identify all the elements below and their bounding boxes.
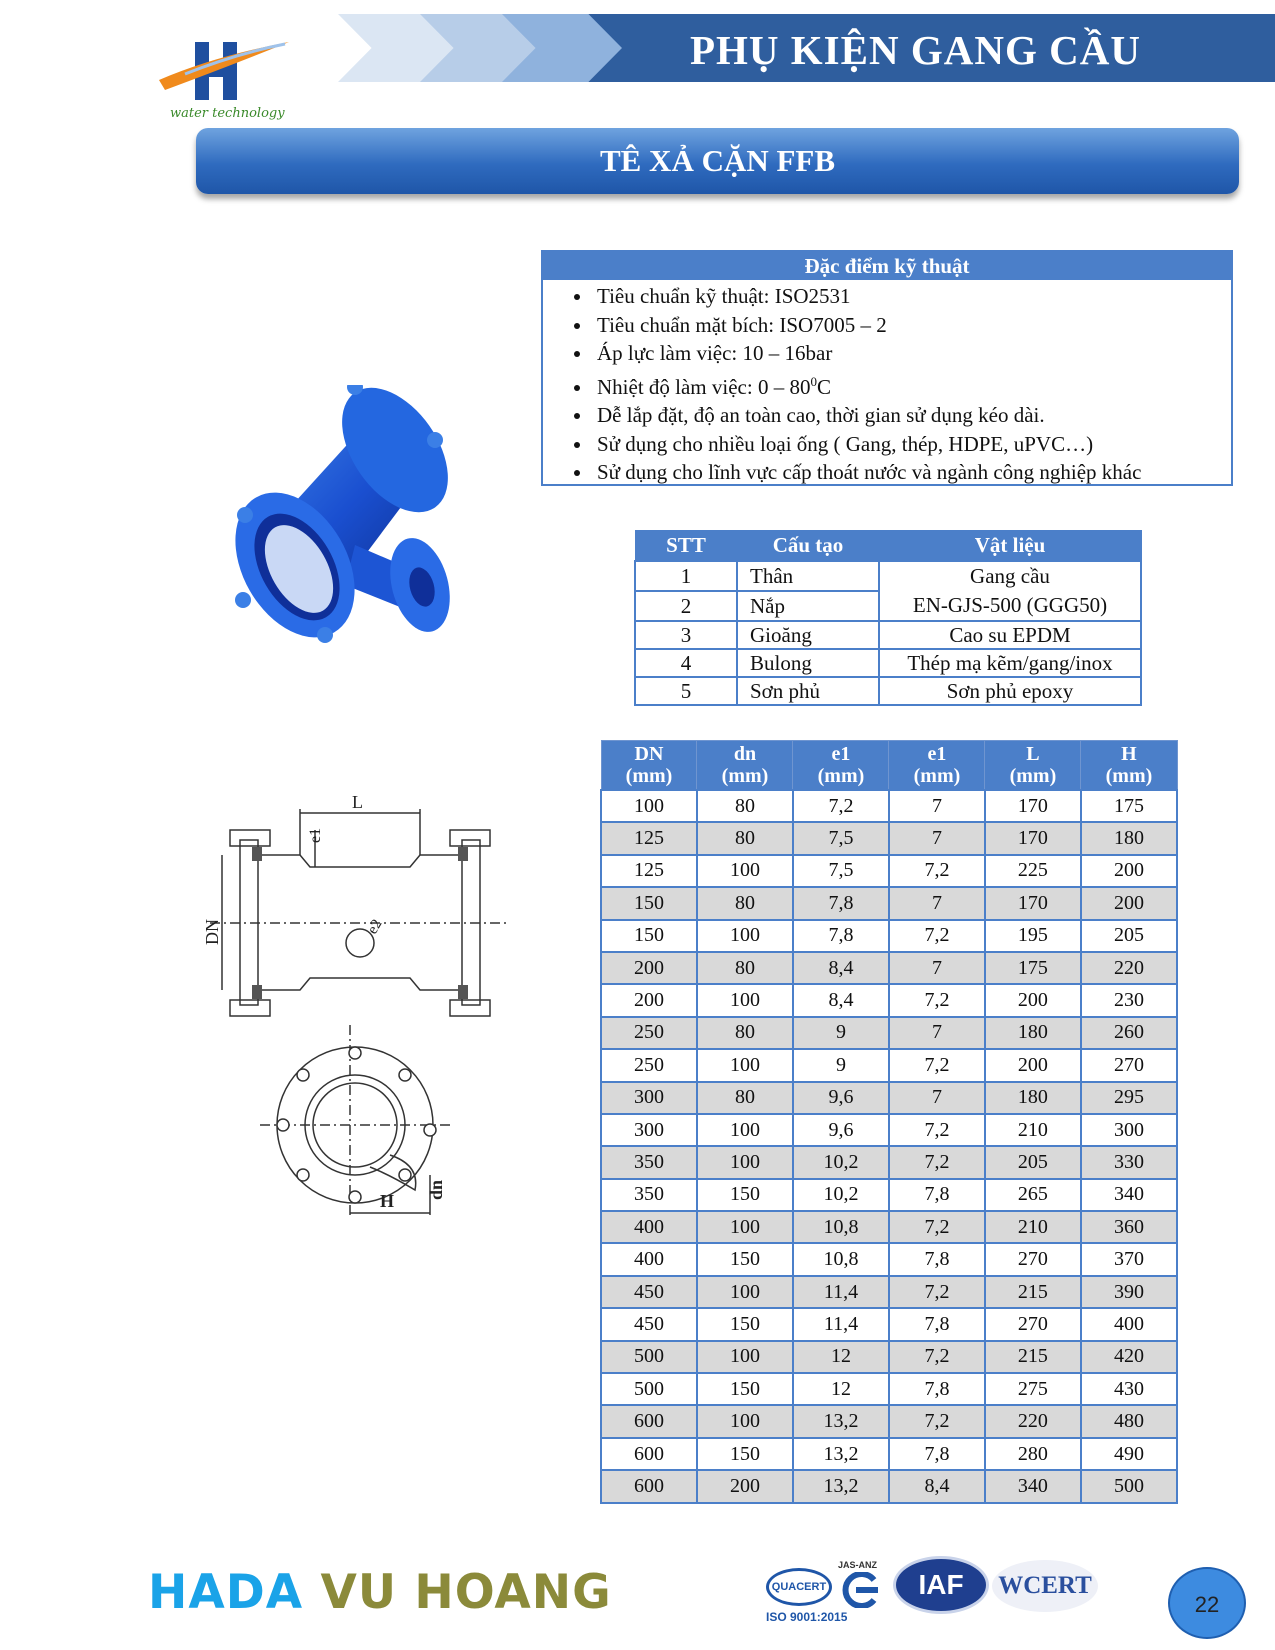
- dimension-header-cell: [1081, 741, 1177, 791]
- dimension-cell: 195: [985, 920, 1081, 952]
- table-row: [635, 649, 1141, 677]
- dimension-cell: 490: [1081, 1438, 1177, 1470]
- table-row: [635, 561, 1141, 591]
- table-row: [601, 1308, 1177, 1340]
- quacert-logo-icon: [766, 1568, 832, 1606]
- dimension-cell: 150: [697, 1308, 793, 1340]
- dimension-cell: 170: [985, 790, 1081, 822]
- dimension-cell: 100: [697, 1276, 793, 1308]
- dimension-cell: 200: [985, 1049, 1081, 1081]
- dimension-cell: 180: [1081, 822, 1177, 854]
- dimension-header-unit: (mm): [1105, 765, 1153, 787]
- table-row: [601, 1405, 1177, 1437]
- dimension-cell: 175: [1081, 790, 1177, 822]
- label-H: H: [380, 1191, 395, 1211]
- spec-item: • Sử dụng cho lĩnh vực cấp thoát nước và ngành công nghiệp khác: [593, 458, 1231, 487]
- jasanz-logo-icon: [836, 1572, 882, 1608]
- dimension-cell: 450: [601, 1308, 697, 1340]
- dimension-cell: 340: [985, 1470, 1081, 1502]
- dimension-cell: 180: [985, 1017, 1081, 1049]
- specs-box: [541, 250, 1233, 486]
- dimension-cell: 10,2: [793, 1146, 889, 1178]
- dimension-cell: 7,5: [793, 855, 889, 887]
- dimension-cell: 12: [793, 1341, 889, 1373]
- dimension-cell: 500: [601, 1373, 697, 1405]
- material-table: [634, 530, 1142, 706]
- cell-part: Nắp: [737, 591, 879, 621]
- table-row: [601, 887, 1177, 919]
- dimension-cell: 7: [889, 790, 985, 822]
- dimension-cell: 250: [601, 1017, 697, 1049]
- dimension-cell: 7,8: [889, 1179, 985, 1211]
- dimension-cell: 7,5: [793, 822, 889, 854]
- dimension-cell: 600: [601, 1470, 697, 1502]
- company-logo-icon: [155, 34, 295, 106]
- table-row: [601, 1114, 1177, 1146]
- dimension-cell: 170: [985, 822, 1081, 854]
- label-L: L: [352, 795, 363, 812]
- dimension-cell: 80: [697, 887, 793, 919]
- dimension-cell: 11,4: [793, 1276, 889, 1308]
- dimension-cell: 7,2: [889, 1211, 985, 1243]
- dimension-header-name: DN: [634, 743, 664, 765]
- dimension-cell: 200: [1081, 855, 1177, 887]
- dimension-header-unit: (mm): [1009, 765, 1057, 787]
- dimension-cell: 300: [601, 1082, 697, 1114]
- cell-material: Thép mạ kẽm/gang/inox: [879, 649, 1141, 677]
- table-row: [601, 1211, 1177, 1243]
- dimension-cell: 7,2: [889, 1049, 985, 1081]
- label-e1: e1: [307, 827, 324, 843]
- dimension-cell: 100: [601, 790, 697, 822]
- dimension-cell: 350: [601, 1146, 697, 1178]
- dimension-cell: 400: [1081, 1308, 1177, 1340]
- dimension-cell: 205: [1081, 920, 1177, 952]
- temp-superscript: 0: [810, 373, 817, 389]
- dimension-header-cell: [793, 741, 889, 791]
- table-row: [601, 822, 1177, 854]
- dimension-header-cell: [985, 741, 1081, 791]
- dimension-cell: 340: [1081, 1179, 1177, 1211]
- dimension-cell: 13,2: [793, 1405, 889, 1437]
- table-row: [635, 677, 1141, 705]
- dimension-cell: 8,4: [793, 984, 889, 1016]
- dimension-cell: 100: [697, 1049, 793, 1081]
- dimension-cell: 13,2: [793, 1438, 889, 1470]
- table-row: [601, 1373, 1177, 1405]
- table-row: [601, 1146, 1177, 1178]
- table-row: [601, 1243, 1177, 1275]
- dimension-cell: 9: [793, 1017, 889, 1049]
- spec-item: • Dễ lắp đặt, độ an toàn cao, thời gian sử dụng kéo dài.: [593, 401, 1231, 430]
- dimension-cell: 7: [889, 822, 985, 854]
- dimension-header-name: H: [1121, 743, 1137, 765]
- table-row: [601, 1470, 1177, 1502]
- dimension-cell: 500: [1081, 1470, 1177, 1502]
- dimension-cell: 125: [601, 855, 697, 887]
- dimension-cell: 200: [697, 1470, 793, 1502]
- dimension-cell: 10,8: [793, 1243, 889, 1275]
- dimension-cell: 330: [1081, 1146, 1177, 1178]
- dimension-cell: 600: [601, 1438, 697, 1470]
- dimension-cell: 200: [985, 984, 1081, 1016]
- spec-item: • Tiêu chuẩn kỹ thuật: ISO2531: [593, 282, 1231, 311]
- dimension-cell: 430: [1081, 1373, 1177, 1405]
- dimension-cell: 230: [1081, 984, 1177, 1016]
- dimension-table-header: [601, 741, 1177, 791]
- dimension-cell: 500: [601, 1341, 697, 1373]
- dimension-cell: 210: [985, 1114, 1081, 1146]
- dimension-cell: 390: [1081, 1276, 1177, 1308]
- cell-stt: 2: [635, 591, 737, 621]
- table-row: [601, 1049, 1177, 1081]
- dimension-cell: 7,8: [889, 1373, 985, 1405]
- table-row: [601, 1438, 1177, 1470]
- dimension-cell: 80: [697, 822, 793, 854]
- specs-heading: Đặc điểm kỹ thuật: [543, 252, 1231, 280]
- dimension-cell: 200: [601, 984, 697, 1016]
- dimension-cell: 7,2: [889, 1276, 985, 1308]
- dimension-cell: 7,8: [793, 920, 889, 952]
- iaf-name: IAF: [918, 1569, 964, 1600]
- table-row: [601, 790, 1177, 822]
- dimension-cell: 150: [697, 1438, 793, 1470]
- cell-part: Gioăng: [737, 621, 879, 649]
- cell-stt: 5: [635, 677, 737, 705]
- dimension-cell: 9,6: [793, 1114, 889, 1146]
- dimension-cell: 100: [697, 1211, 793, 1243]
- dimension-header-name: L: [1026, 743, 1040, 765]
- dimension-cell: 260: [1081, 1017, 1177, 1049]
- dimension-cell: 7,8: [889, 1308, 985, 1340]
- table-row: [635, 621, 1141, 649]
- cell-stt: 3: [635, 621, 737, 649]
- dimension-cell: 80: [697, 790, 793, 822]
- dimension-cell: 450: [601, 1276, 697, 1308]
- dimension-cell: 7: [889, 1017, 985, 1049]
- dimension-header-cell: [889, 741, 985, 791]
- dimension-header-unit: (mm): [817, 765, 865, 787]
- dimension-cell: 125: [601, 822, 697, 854]
- dimension-table: [600, 740, 1178, 1504]
- dimension-cell: 420: [1081, 1341, 1177, 1373]
- dimension-cell: 100: [697, 1146, 793, 1178]
- iaf-logo-icon: [893, 1556, 989, 1614]
- dimension-cell: 80: [697, 952, 793, 984]
- dimension-cell: 280: [985, 1438, 1081, 1470]
- dimension-cell: 270: [1081, 1049, 1177, 1081]
- table-row: [601, 1179, 1177, 1211]
- dimension-header-name: e1: [927, 743, 947, 765]
- dimension-cell: 11,4: [793, 1308, 889, 1340]
- dimension-cell: 7,8: [793, 887, 889, 919]
- spec-item: [593, 368, 1231, 402]
- label-dn: dn: [426, 1179, 446, 1200]
- dimension-cell: 7,2: [889, 920, 985, 952]
- dimension-header-unit: (mm): [625, 765, 673, 787]
- header-part: Cấu tạo: [737, 531, 879, 562]
- table-row: [601, 855, 1177, 887]
- spec-item: • Tiêu chuẩn mặt bích: ISO7005 – 2: [593, 311, 1231, 340]
- dimension-cell: 150: [601, 887, 697, 919]
- product-title: TÊ XẢ CẶN FFB: [599, 143, 836, 178]
- quacert-standard: ISO 9001:2015: [766, 1610, 848, 1624]
- table-row: [601, 952, 1177, 984]
- dimension-cell: 480: [1081, 1405, 1177, 1437]
- label-e2: e2: [364, 916, 386, 937]
- brand-part-2: VU HOANG: [320, 1565, 612, 1620]
- dimension-cell: 80: [697, 1017, 793, 1049]
- dimension-cell: 215: [985, 1341, 1081, 1373]
- cell-part: Thân: [737, 561, 879, 591]
- spec-item: • Áp lực làm việc: 10 – 16bar: [593, 339, 1231, 368]
- wcert-logo-icon: [992, 1560, 1098, 1612]
- dimension-cell: 10,8: [793, 1211, 889, 1243]
- dimension-cell: 100: [697, 984, 793, 1016]
- cell-stt: 1: [635, 561, 737, 591]
- dimension-cell: 170: [985, 887, 1081, 919]
- material-line-2: EN-GJS-500 (GGG50): [912, 593, 1108, 617]
- dimension-cell: 7,2: [889, 1341, 985, 1373]
- dimension-cell: 220: [985, 1405, 1081, 1437]
- dimension-cell: 275: [985, 1373, 1081, 1405]
- table-row: [601, 1276, 1177, 1308]
- dimension-cell: 225: [985, 855, 1081, 887]
- dimension-cell: 8,4: [889, 1470, 985, 1502]
- temp-unit: C: [816, 374, 831, 399]
- cell-part: Sơn phủ: [737, 677, 879, 705]
- dimension-cell: 220: [1081, 952, 1177, 984]
- dimension-cell: 295: [1081, 1082, 1177, 1114]
- table-row: [601, 984, 1177, 1016]
- dimension-cell: 180: [985, 1082, 1081, 1114]
- brand-name: [148, 1565, 612, 1620]
- cell-stt: 4: [635, 649, 737, 677]
- dimension-cell: 150: [697, 1179, 793, 1211]
- technical-drawing: [200, 795, 520, 1225]
- logo-tagline: water technology: [170, 106, 285, 121]
- dimension-cell: 205: [985, 1146, 1081, 1178]
- spec-item-text: Nhiệt độ làm việc: 0 – 80: [597, 374, 811, 399]
- dimension-cell: 400: [601, 1243, 697, 1275]
- quacert-name: QUACERT: [771, 1581, 827, 1593]
- dimension-cell: 7: [889, 952, 985, 984]
- dimension-cell: 100: [697, 920, 793, 952]
- dimension-cell: 8,4: [793, 952, 889, 984]
- dimension-cell: 175: [985, 952, 1081, 984]
- dimension-header-name: e1: [831, 743, 851, 765]
- dimension-cell: 80: [697, 1082, 793, 1114]
- dimension-cell: 210: [985, 1211, 1081, 1243]
- cell-material: Cao su EPDM: [879, 621, 1141, 649]
- dimension-cell: 7,2: [793, 790, 889, 822]
- brand-part-1: HADA: [148, 1565, 304, 1620]
- table-row: [601, 1341, 1177, 1373]
- dimension-header-cell: [601, 741, 697, 791]
- dimension-cell: 200: [1081, 887, 1177, 919]
- dimension-cell: 100: [697, 1114, 793, 1146]
- dimension-cell: 360: [1081, 1211, 1177, 1243]
- dimension-cell: 265: [985, 1179, 1081, 1211]
- dimension-cell: 400: [601, 1211, 697, 1243]
- dimension-cell: 7,2: [889, 1114, 985, 1146]
- dimension-cell: 7: [889, 887, 985, 919]
- dimension-cell: 7: [889, 1082, 985, 1114]
- dimension-cell: 7,2: [889, 1405, 985, 1437]
- dimension-cell: 370: [1081, 1243, 1177, 1275]
- spec-item: • Sử dụng cho nhiều loại ống ( Gang, thép, HDPE, uPVC…): [593, 430, 1231, 459]
- dimension-cell: 150: [697, 1373, 793, 1405]
- dimension-cell: 7,2: [889, 1146, 985, 1178]
- header-stt: STT: [635, 531, 737, 562]
- dimension-header-cell: [697, 741, 793, 791]
- dimension-cell: 100: [697, 855, 793, 887]
- cell-part: Bulong: [737, 649, 879, 677]
- dimension-cell: 300: [601, 1114, 697, 1146]
- dimension-cell: 7,8: [889, 1243, 985, 1275]
- dimension-cell: 300: [1081, 1114, 1177, 1146]
- dimension-cell: 270: [985, 1308, 1081, 1340]
- header-material: Vật liệu: [879, 531, 1141, 562]
- dimension-cell: 100: [697, 1341, 793, 1373]
- material-line-1: Gang cầu: [970, 564, 1050, 588]
- table-row: [601, 1082, 1177, 1114]
- dimension-header-name: dn: [733, 743, 757, 765]
- dimension-cell: 270: [985, 1243, 1081, 1275]
- label-DN: DN: [202, 919, 222, 945]
- dimension-cell: 150: [697, 1243, 793, 1275]
- dimension-cell: 7,8: [889, 1438, 985, 1470]
- dimension-cell: 7,2: [889, 855, 985, 887]
- dimension-header-unit: (mm): [721, 765, 769, 787]
- dimension-cell: 200: [601, 952, 697, 984]
- cell-material: Sơn phủ epoxy: [879, 677, 1141, 705]
- wcert-name: WCERT: [998, 1572, 1092, 1599]
- dimension-header-unit: (mm): [913, 765, 961, 787]
- dimension-cell: 10,2: [793, 1179, 889, 1211]
- dimension-cell: 215: [985, 1276, 1081, 1308]
- header-title: PHỤ KIỆN GANG CẦU: [690, 27, 1141, 73]
- dimension-cell: 12: [793, 1373, 889, 1405]
- cell-material-merged: [879, 561, 1141, 621]
- table-row: [601, 1017, 1177, 1049]
- dimension-cell: 9,6: [793, 1082, 889, 1114]
- dimension-cell: 250: [601, 1049, 697, 1081]
- product-tee-image: [225, 385, 475, 665]
- dimension-cell: 350: [601, 1179, 697, 1211]
- table-row: [601, 920, 1177, 952]
- dimension-cell: 7,2: [889, 984, 985, 1016]
- dimension-cell: 150: [601, 920, 697, 952]
- dimension-cell: 9: [793, 1049, 889, 1081]
- material-table-header: [635, 531, 1141, 562]
- dimension-cell: 600: [601, 1405, 697, 1437]
- specs-list: [543, 282, 1231, 487]
- dimension-cell: 100: [697, 1405, 793, 1437]
- page-number: 22: [1168, 1567, 1246, 1639]
- jasanz-name: JAS-ANZ: [838, 1560, 878, 1570]
- product-title-bar: [196, 128, 1239, 194]
- dimension-cell: 13,2: [793, 1470, 889, 1502]
